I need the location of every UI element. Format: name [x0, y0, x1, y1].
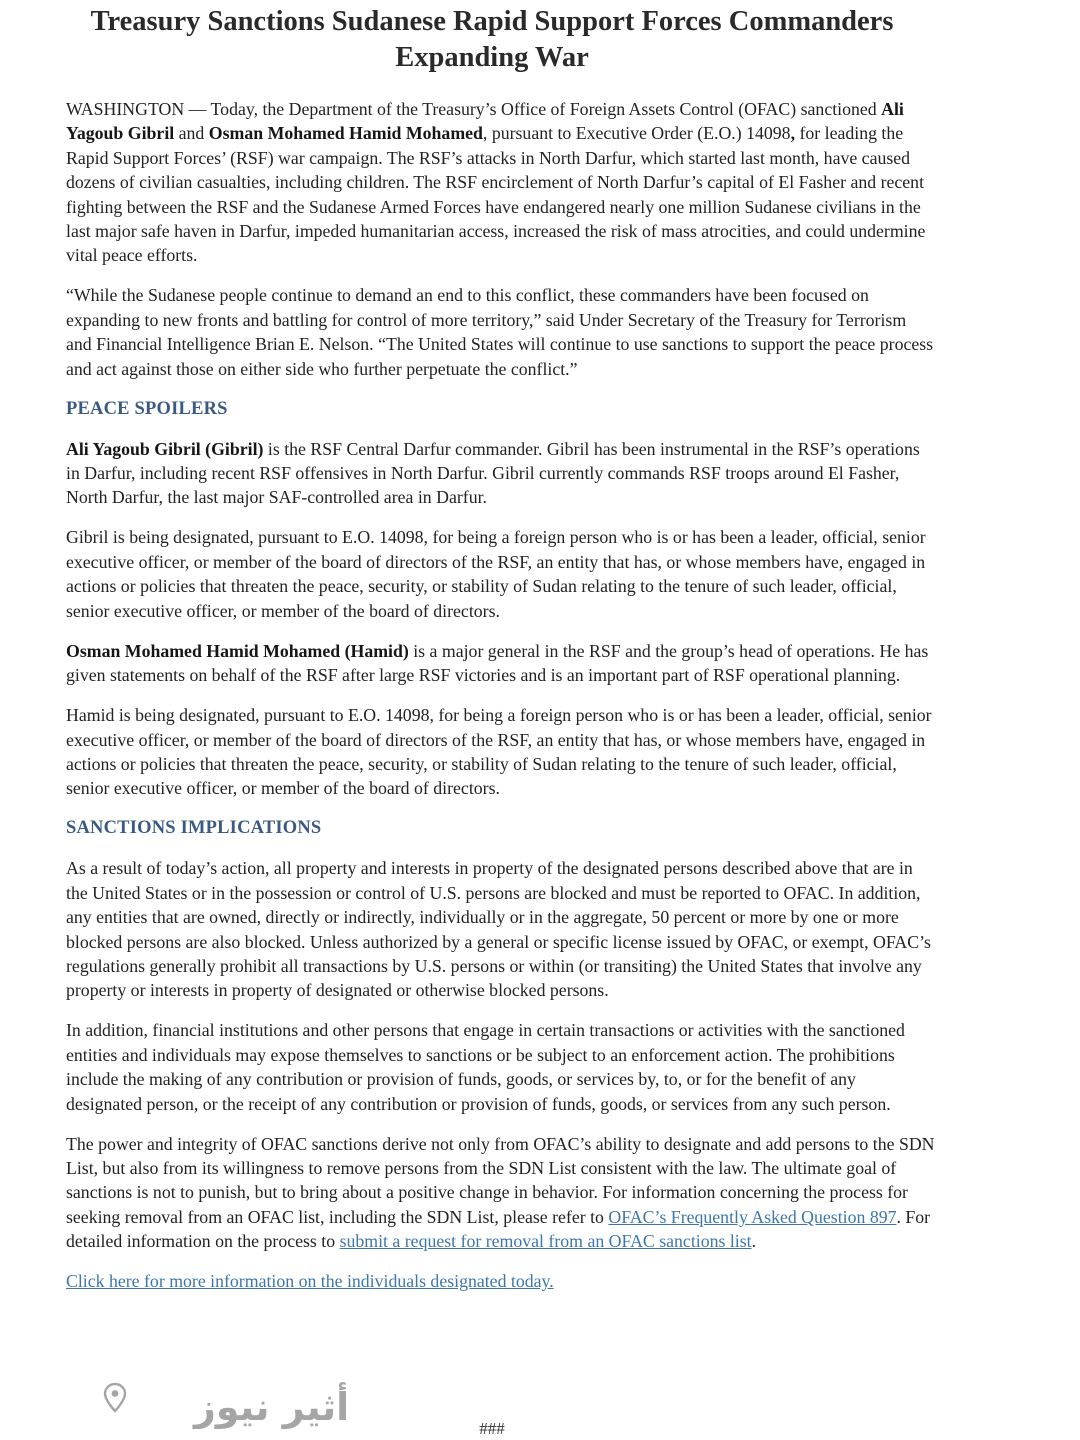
financial-institutions-paragraph: In addition, financial institutions and other persons that engage in certain transactions or activities with the sanctioned entities and individuals may expose themselves to sanctions or be subject to an enforcement action. The prohibitions include the making of any contribution or provision of funds, goods, or services by, to, or for the benefit of any designated person, or the receipt of any contribution or provision of funds, goods, or services from any such person.	[66, 1020, 905, 1114]
press-release-body	[66, 97, 936, 1294]
end-mark: ###	[479, 1419, 505, 1438]
news-watermark-logo	[8, 1378, 350, 1436]
section-heading-sanctions-implications: SANCTIONS IMPLICATIONS	[66, 818, 322, 839]
hamid-designation-paragraph: Hamid is being designated, pursuant to E.O. 14098, for being a foreign person who is or has been a leader, official, senior executive officer, or member of the board of directors of the RSF, an entity that has, or whose members have, engaged in actions or policies that threaten the peace, security, or stability of Sudan relating to the tenure of such leader, official, senior executive officer, or member of the board of directors.	[66, 705, 932, 799]
faq-897-link[interactable]: OFAC’s Frequently Asked Question 897	[608, 1206, 897, 1227]
removal-process-paragraph	[66, 1132, 936, 1254]
removal-text-2: . For detailed information on the process to	[66, 1206, 931, 1252]
gibril-designation-paragraph: Gibril is being designated, pursuant to E.O. 14098, for being a foreign person who is or has been a leader, official, senior executive officer, or member of the board of directors of the RSF, an entity that has, or whose members have, engaged in actions or policies that threaten the peace, security, or stability of Sudan relating to the tenure of such leader, official, senior executive officer, or member of the board of directors.	[66, 527, 926, 621]
intro-paragraph	[66, 97, 936, 268]
gibril-profile-text: is the RSF Central Darfur commander. Gibril has been instrumental in the RSF’s operations in Darfur, including recent RSF offensives in North Darfur. Gibril currently commands RSF troops around El Fasher, North Darfur, the last major SAF-controlled area in Darfur.	[66, 438, 920, 508]
intro-text-4: for leading the Rapid Support Forces’ (RSF) war campaign. The RSF’s attacks in North Darfur, which started last month, have caused dozens of civilian casualties, including children. The RSF encirclement of North Darfur’s capital of El Fasher and recent fighting between the RSF and the Sudanese Armed Forces have endangered nearly one million Sudanese civilians in the last major safe haven in Darfur, impeded humanitarian access, increased the risk of mass atrocities, and could undermine vital peace efforts.	[66, 123, 926, 266]
removal-text-3: .	[751, 1231, 757, 1252]
hamid-profile-text: is a major general in the RSF and the group’s head of operations. He has given statements on behalf of the RSF after large RSF victories and is an important part of RSF operational planning.	[66, 640, 929, 686]
watermark-graphic	[8, 1378, 350, 1436]
removal-request-link[interactable]: submit a request for removal from an OFAC sanctions list	[339, 1231, 752, 1252]
gibril-name: Ali Yagoub Gibril (Gibril)	[66, 438, 264, 459]
intro-text-3: , pursuant to Executive Order (E.O.) 14098	[482, 123, 791, 144]
location-pin-icon	[105, 1384, 125, 1411]
removal-text-1: The power and integrity of OFAC sanctions derive not only from OFAC’s ability to designate and add persons to the SDN List, but also from its willingness to remove persons from the SDN List consistent with the law. The ultimate goal of sanctions is not to punish, but to bring about a positive change in behavior. For information concerning the process for seeking removal from an OFAC list, including the SDN List, please refer to	[66, 1133, 935, 1227]
section-heading-peace-spoilers: PEACE SPOILERS	[66, 398, 228, 419]
blocking-paragraph: As a result of today’s action, all property and interests in property of the designated persons described above that are in the United States or in the possession or control of U.S. persons are blocked and must be reported to OFAC. In addition, any entities that are owned, directly or indirectly, individually or in the aggregate, 50 percent or more by one or more blocked persons are also blocked. Unless authorized by a general or specific license issued by OFAC, or exempt, OFAC’s regulations generally prohibit all transactions by U.S. persons or within (or transiting) the United States that involve any property or interests in property of designated or otherwise blocked persons.	[66, 858, 931, 1001]
intro-bold-comma: ,	[790, 123, 796, 144]
quote-paragraph: “While the Sudanese people continue to demand an end to this conflict, these commanders have been focused on expanding to new fronts and battling for control of more territory,” said Under Secretary of the Treasury for Terrorism and Financial Intelligence Brian E. Nelson. “The United States will continue to use sanctions to support the peace process and act against those on either side who further perpetuate the conflict.”	[66, 285, 934, 379]
hamid-profile-paragraph	[66, 639, 936, 688]
press-release-title: Treasury Sanctions Sudanese Rapid Support Forces Commanders Expanding War	[90, 6, 894, 73]
sanctioned-name-gibril: Ali Yagoub Gibril	[66, 99, 904, 144]
sanctioned-name-hamid: Osman Mohamed Hamid Mohamed	[208, 123, 483, 144]
intro-text-1: WASHINGTON — Today, the Department of the Treasury’s Office of Foreign Assets Control (OFAC) sanctioned	[66, 99, 882, 119]
intro-text-2: and	[174, 123, 209, 144]
more-info-link[interactable]: Click here for more information on the individuals designated today.	[66, 1271, 554, 1292]
more-info-line	[66, 1269, 936, 1293]
hamid-name: Osman Mohamed Hamid Mohamed (Hamid)	[66, 640, 409, 661]
watermark-text: أثير نيوز	[194, 1385, 350, 1429]
gibril-profile-paragraph	[66, 437, 936, 510]
